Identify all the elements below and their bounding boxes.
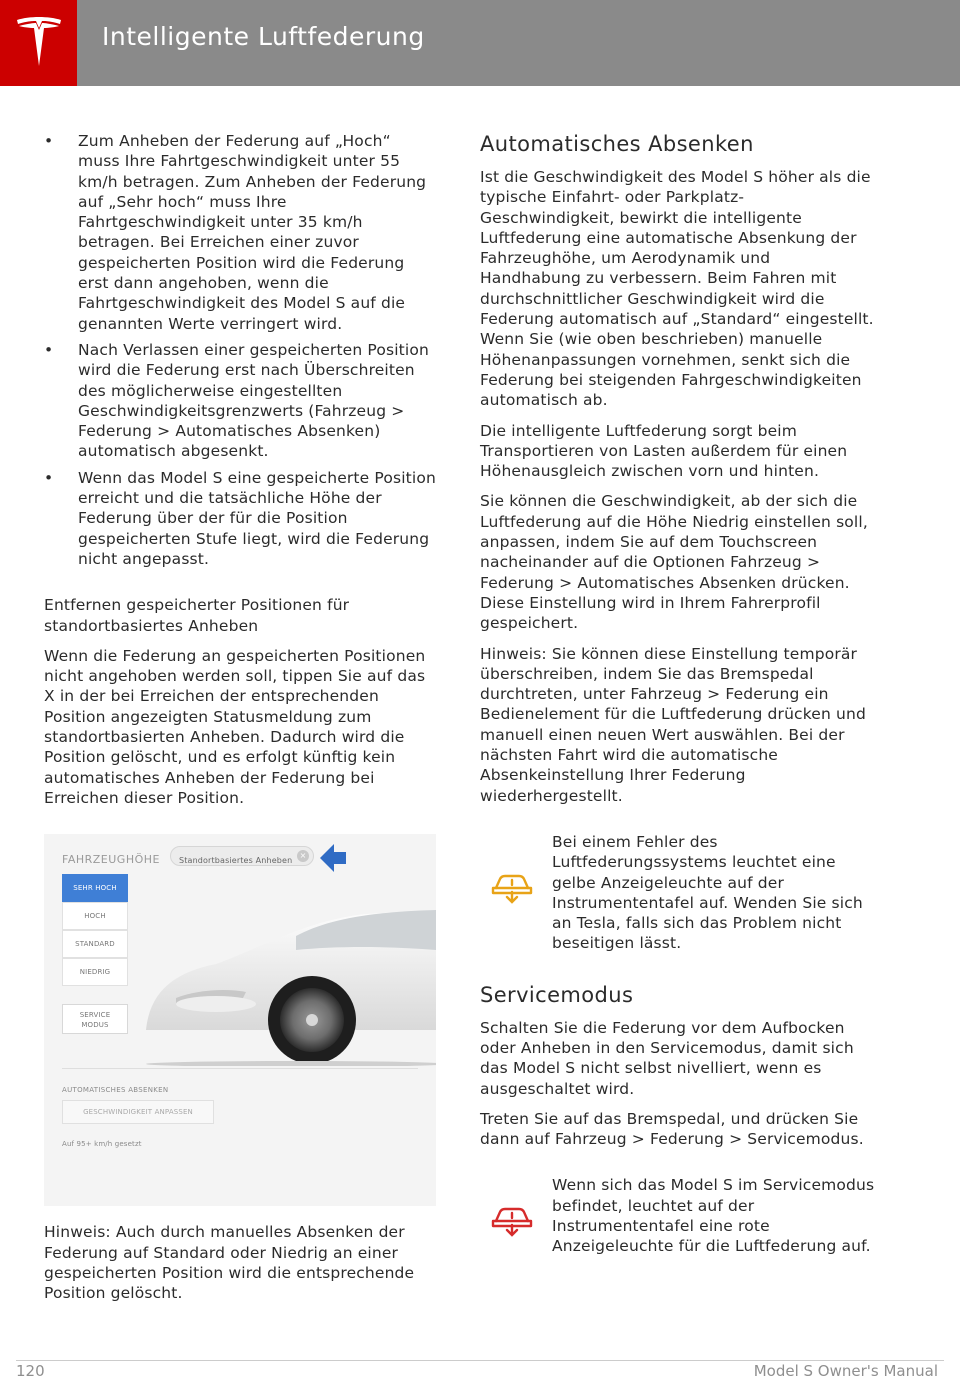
service-line: MODUS: [81, 1021, 109, 1030]
warning-text: Bei einem Fehler des Luftfederungssystems leuchtet eine gelbe Anzeigeleuchte auf der Instrumententafel auf. Wenden Sie sich an Tesla, falls sich das Problem nicht beseitigen lässt.: [552, 832, 863, 953]
paragraph: Wenn die Federung an gespeicherten Positionen nicht angehoben werden soll, tippen Sie auf das X in der bei Erreichen der entsprechenden Position angezeigten Statusmeldung zum standortbasierten Anheben. Dadurch wird die Position gelöscht, und es erfolgt künftig kein automatisches Anheben der Federung bei Erreichen dieser Position.: [44, 646, 426, 807]
page-header: [0, 0, 960, 86]
subheading: Entfernen gespeicherter Positionen für standortbasiertes Anheben: [44, 596, 350, 635]
left-column: [44, 131, 436, 1313]
warning-block: [480, 1175, 875, 1256]
logo-box: [0, 0, 77, 86]
paragraph: Ist die Geschwindigkeit des Model S höher als die typische Einfahrt- oder Parkplatz-Geschwindigkeit, bewirkt die intelligente Luftfederung eine automatische Absenkung der Fahrzeughöhe, um Aerodynamik und Handhabung zu verbessern. Beim Fahren mit durchschnittlicher Geschwindigkeit wird die Federung automatisch auf „Standard“ eingestellt. Wenn Sie (wie oben beschrieben) manuelle Höhenanpassungen vornehmen, senkt sich die Federung bei steigenden Fahrgeschwindigkeiten automatisch ab.: [480, 168, 874, 410]
height-button-low: NIEDRIG: [62, 958, 128, 986]
bullet-item: • Nach Verlassen einer gespeicherten Position wird die Federung erst nach Überschreiten des möglicherweise eingestellten Geschwindigkeitsgrenzwerts (Fahrzeug > Federung > Automatisches Absenken) automatisch abgesenkt.: [44, 340, 436, 462]
paragraph: Treten Sie auf das Bremspedal, und drücken Sie dann auf Fahrzeug > Federung > Servicemodus.: [480, 1109, 864, 1149]
pill-label: Standortbasiertes Anheben: [179, 856, 293, 866]
right-column: [480, 131, 875, 1267]
height-button-very-high: SEHR HOCH: [62, 874, 128, 902]
speed-note: Auf 95+ km/h gesetzt: [62, 1140, 142, 1149]
paragraph: Die intelligente Luftfederung sorgt beim Transportieren von Lasten außerdem für einen Höhenausgleich zwischen vorn und hinten.: [480, 421, 848, 481]
warning-block: [480, 832, 875, 954]
height-button-standard: STANDARD: [62, 930, 128, 958]
tesla-logo-icon: [14, 16, 64, 70]
note: Hinweis: Auch durch manuelles Absenken der Federung auf Standard oder Niedrig an einer gespeicherten Position wird die entsprechende Position gelöscht.: [44, 1223, 415, 1303]
height-button-high: HOCH: [62, 902, 128, 930]
bullet-item: • Wenn das Model S eine gespeicherte Position erreicht und die tatsächliche Höhe der Federung über der für die Position gespeicherten Stufe liegt, wird die Federung nicht angepasst.: [44, 468, 436, 569]
suspension-warning-icon-yellow: [490, 872, 534, 904]
manual-title: Model S Owner's Manual: [753, 1362, 938, 1380]
figure-title: FAHRZEUGHÖHE: [62, 853, 160, 867]
section-heading: Automatisches Absenken: [480, 132, 754, 156]
bullet-item: • Zum Anheben der Federung auf „Hoch“ muss Ihre Fahrtgeschwindigkeit unter 55 km/h betragen. Zum Anheben der Federung auf „Sehr hoch“ muss Ihre Fahrtgeschwindigkeit unter 35 km/h betragen. Bei Erreichen einer zuvor gespeicherten Position wird die Federung erst dann angehoben, wenn die Fahrtgeschwindigkeit des Model S auf die genannten Werte verringert wird.: [44, 131, 436, 334]
location-lift-pill: [170, 846, 314, 866]
page-number: 120: [16, 1362, 45, 1380]
height-button-group: [62, 874, 128, 986]
suspension-warning-icon-red: [490, 1205, 534, 1237]
section-heading: Servicemodus: [480, 982, 634, 1007]
warning-text: Wenn sich das Model S im Servicemodus befindet, leuchtet auf der Instrumententafel eine rote Anzeigeleuchte für die Luftfederung auf.: [552, 1176, 875, 1256]
arrow-left-icon: [318, 840, 348, 876]
service-mode-button: [62, 1004, 128, 1034]
paragraph: Sie können die Geschwindigkeit, ab der sich die Luftfederung auf die Höhe Niedrig einstellen soll, anpassen, indem Sie auf dem Touchscreen nacheinander auf die Optionen Fahrzeug > Federung > Automatisches Absenken drücken. Diese Einstellung wird in Ihrem Fahrerprofil gespeichert.: [480, 492, 868, 633]
divider: [62, 1068, 418, 1069]
vehicle-height-screenshot: [44, 834, 436, 1206]
footer-divider: [16, 1360, 944, 1361]
paragraph: Schalten Sie die Federung vor dem Aufbocken oder Anheben in den Servicemodus, damit sich das Model S nicht selbst nivelliert, wenn es ausgeschaltet wird.: [480, 1018, 854, 1098]
service-line: SERVICE: [79, 1011, 111, 1020]
close-icon: ×: [297, 850, 309, 862]
car-front-image: [136, 880, 436, 1066]
page-title: Intelligente Luftfederung: [102, 22, 425, 51]
auto-lower-label: AUTOMATISCHES ABSENKEN: [62, 1086, 169, 1095]
bullet-list: [44, 131, 436, 569]
paragraph: Hinweis: Sie können diese Einstellung temporär überschreiben, indem Sie das Bremspedal durchtreten, unter Fahrzeug > Federung ein Bedienelement für die Luftfederung drücken und manuell einen neuen Wert auswählen. Bei der nächsten Fahrt wird die automatische Absenkeinstellung Ihrer Federung wiederhergestellt.: [480, 644, 866, 805]
adjust-speed-button: GESCHWINDIGKEIT ANPASSEN: [62, 1100, 214, 1124]
